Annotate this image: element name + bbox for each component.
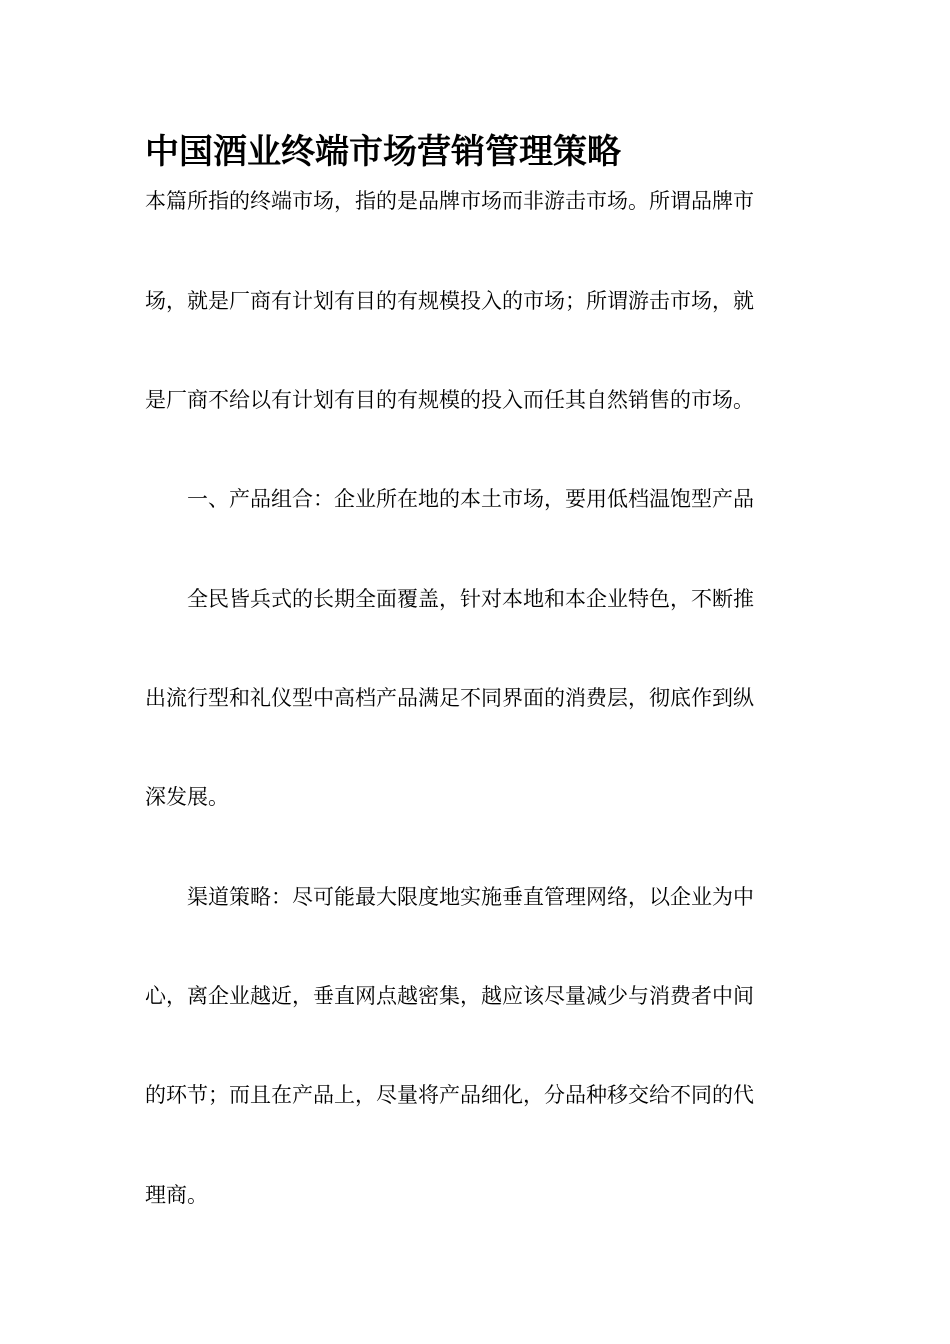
paragraph-line: 渠道策略：尽可能最大限度地实施垂直管理网络，以企业为中	[187, 885, 754, 909]
paragraph-line: 的环节；而且在产品上，尽量将产品细化，分品种移交给不同的代	[145, 1083, 754, 1107]
paragraph-line: 深发展。	[145, 785, 229, 809]
paragraph-line: 场，就是厂商有计划有目的有规模投入的市场；所谓游击市场，就	[145, 289, 754, 313]
paragraph-line: 一、产品组合：企业所在地的本土市场，要用低档温饱型产品	[187, 487, 754, 511]
paragraph-line: 是厂商不给以有计划有目的有规模的投入而任其自然销售的市场。	[145, 388, 754, 412]
paragraph-line: 心，离企业越近，垂直网点越密集，越应该尽量减少与消费者中间	[145, 984, 754, 1008]
paragraph-line: 本篇所指的终端市场，指的是品牌市场而非游击市场。所谓品牌市	[145, 189, 754, 213]
document-title: 中国酒业终端市场营销管理策略	[145, 132, 621, 172]
paragraph-line: 全民皆兵式的长期全面覆盖，针对本地和本企业特色，不断推	[187, 587, 754, 611]
paragraph-line: 理商。	[145, 1183, 208, 1207]
paragraph-line: 出流行型和礼仪型中高档产品满足不同界面的消费层，彻底作到纵	[145, 686, 754, 710]
